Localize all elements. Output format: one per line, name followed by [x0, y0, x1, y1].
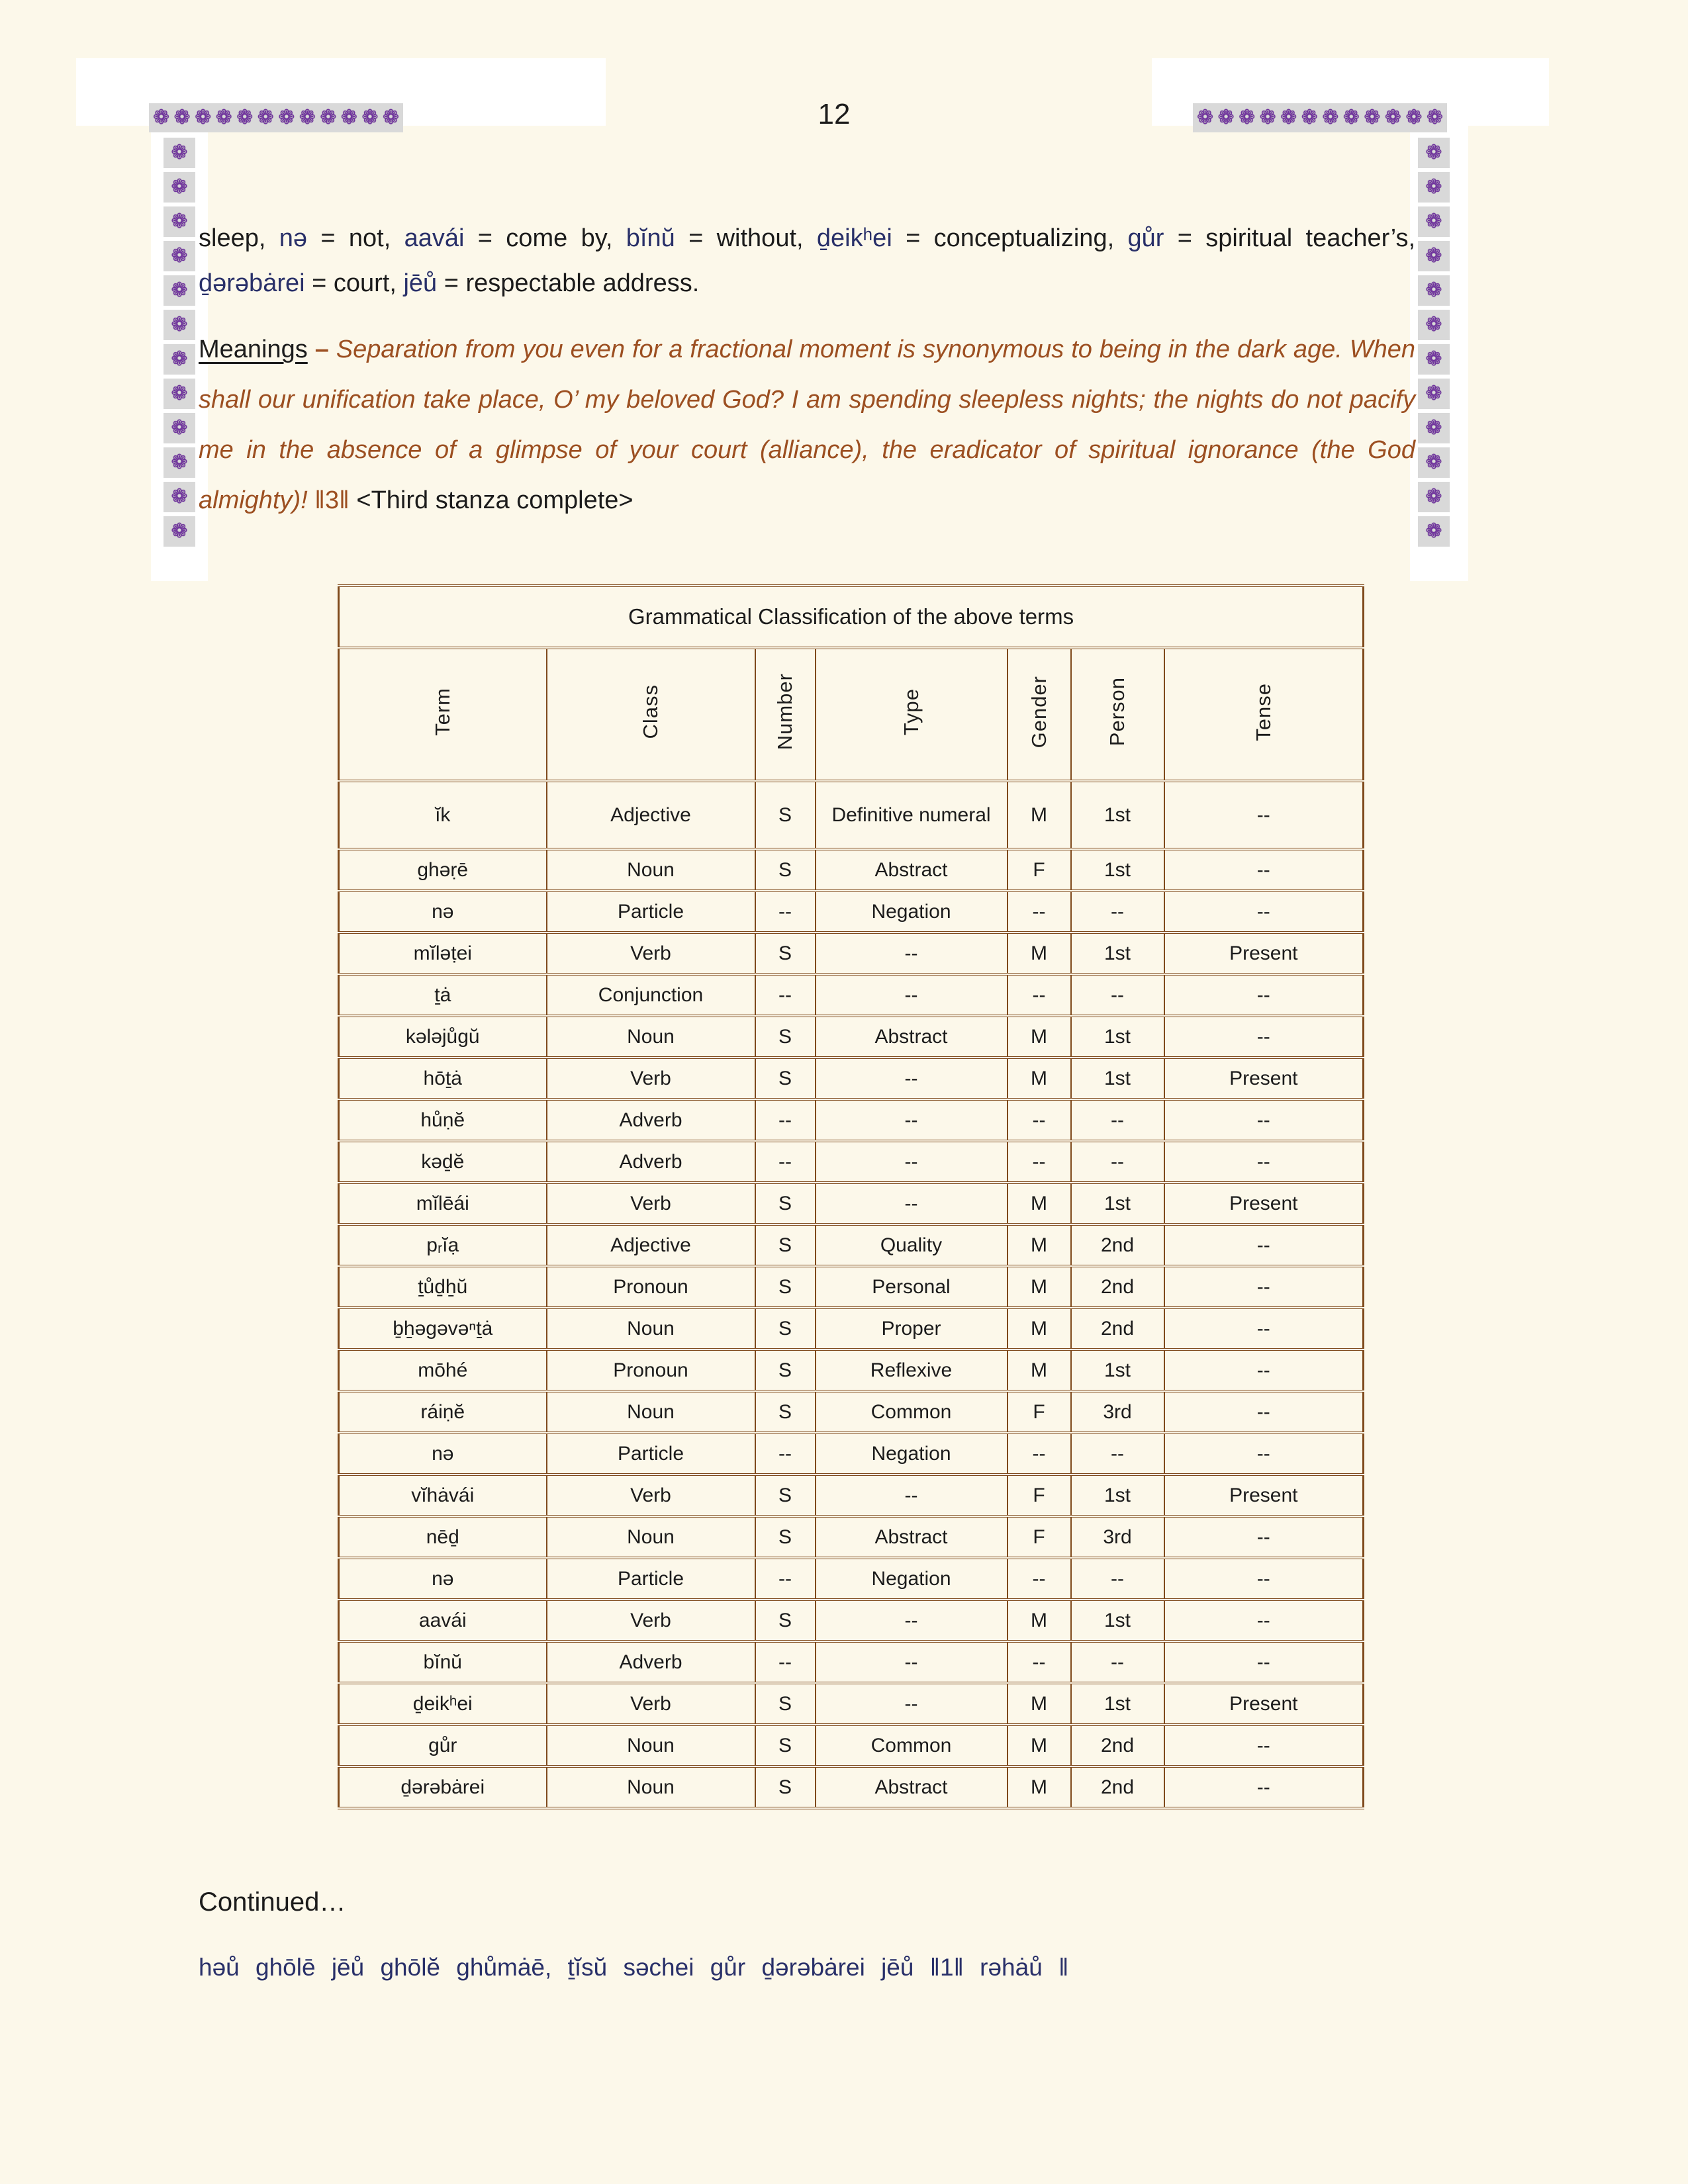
cell-class: Noun	[547, 1391, 755, 1433]
cell-tense: --	[1164, 1558, 1364, 1600]
cell-term: ĭk	[339, 781, 547, 849]
stanza-number-mark: ‖3‖	[314, 486, 357, 514]
flower-border-left	[164, 138, 195, 547]
table-row	[339, 1058, 1364, 1099]
cell-term: kəḏĕ	[339, 1141, 547, 1183]
flower-icon: ❁	[164, 344, 195, 375]
cell-person: --	[1071, 1099, 1164, 1141]
cell-gender: --	[1008, 974, 1071, 1016]
cell-gender: M	[1008, 1058, 1071, 1099]
cell-type: Proper	[816, 1308, 1008, 1349]
cell-number: --	[755, 1558, 816, 1600]
flower-icon: ❁	[164, 206, 195, 237]
cell-tense: Present	[1164, 933, 1364, 974]
cell-class: Pronoun	[547, 1266, 755, 1308]
cell-type: Quality	[816, 1224, 1008, 1266]
column-header-class: Class	[547, 648, 755, 781]
table-row	[339, 1308, 1364, 1349]
cell-person: 1st	[1071, 1683, 1164, 1725]
cell-class: Pronoun	[547, 1349, 755, 1391]
flower-icon: ❁	[257, 107, 274, 128]
cell-class: Adjective	[547, 1224, 755, 1266]
flower-icon: ❁	[1197, 107, 1214, 128]
cell-term: ḇẖəgəvəⁿṯȧ	[339, 1308, 547, 1349]
transliterated-term: ḏərəbȧrei	[199, 269, 305, 297]
cell-tense: --	[1164, 1266, 1364, 1308]
flower-icon: ❁	[1259, 107, 1276, 128]
flower-icon: ❁	[164, 516, 195, 547]
glossary-paragraph	[199, 216, 1415, 306]
cell-term: ḏeikʰei	[339, 1683, 547, 1725]
table-row	[339, 1558, 1364, 1600]
cell-term: mĭlēái	[339, 1183, 547, 1224]
cell-term: ghəṛē	[339, 849, 547, 891]
cell-gender: M	[1008, 1349, 1071, 1391]
cell-type: Common	[816, 1725, 1008, 1766]
cell-type: --	[816, 1058, 1008, 1099]
cell-gender: --	[1008, 1433, 1071, 1475]
flower-icon: ❁	[299, 107, 316, 128]
cell-tense: --	[1164, 1600, 1364, 1641]
cell-number: --	[755, 1141, 816, 1183]
flower-icon: ❁	[1217, 107, 1235, 128]
cell-tense: Present	[1164, 1058, 1364, 1099]
cell-term: nə	[339, 1433, 547, 1475]
cell-person: 2nd	[1071, 1766, 1164, 1808]
glossary-text: = court,	[305, 269, 404, 297]
flower-icon: ❁	[164, 413, 195, 443]
flower-icon: ❁	[164, 241, 195, 271]
cell-person: --	[1071, 891, 1164, 933]
column-header-number: Number	[755, 648, 816, 781]
cell-type: Definitive numeral	[816, 781, 1008, 849]
table-row	[339, 974, 1364, 1016]
table-row	[339, 781, 1364, 849]
cell-term: mĭləṭei	[339, 933, 547, 974]
cell-number: --	[755, 891, 816, 933]
flower-icon: ❁	[153, 107, 170, 128]
cell-type: --	[816, 1183, 1008, 1224]
cell-type: --	[816, 1099, 1008, 1141]
cell-person: 1st	[1071, 1058, 1164, 1099]
cell-person: --	[1071, 1433, 1164, 1475]
column-header-person: Person	[1071, 648, 1164, 781]
cell-tense: --	[1164, 891, 1364, 933]
cell-tense: --	[1164, 1516, 1364, 1558]
flower-icon: ❁	[1322, 107, 1339, 128]
flower-icon: ❁	[340, 107, 357, 128]
cell-number: --	[755, 1433, 816, 1475]
cell-class: Verb	[547, 1600, 755, 1641]
cell-number: S	[755, 933, 816, 974]
table-row	[339, 1600, 1364, 1641]
cell-tense: --	[1164, 1224, 1364, 1266]
flower-icon: ❁	[1301, 107, 1318, 128]
glossary-text: sleep,	[199, 224, 279, 252]
cell-term: hōṯȧ	[339, 1058, 547, 1099]
cell-number: S	[755, 1516, 816, 1558]
cell-number: S	[755, 1266, 816, 1308]
meanings-translation-text: Separation from you even for a fractional moment is synonymous to being in the dark age. When shall our unification take place, O’ my beloved God? I am spending sleepless nights; the nights do not pacify me in the absence of a glimpse of your court (alliance), the eradicator of spiritual ignorance (the God almighty)!	[199, 336, 1415, 514]
table-row	[339, 1141, 1364, 1183]
cell-number: S	[755, 1391, 816, 1433]
table-row	[339, 1391, 1364, 1433]
cell-type: --	[816, 1475, 1008, 1516]
cell-person: 2nd	[1071, 1266, 1164, 1308]
cell-tense: Present	[1164, 1183, 1364, 1224]
meanings-label: Meanings	[199, 336, 308, 363]
flower-icon: ❁	[1418, 447, 1450, 478]
cell-type: Abstract	[816, 849, 1008, 891]
cell-class: Verb	[547, 1475, 755, 1516]
glossary-text: = conceptualizing,	[892, 224, 1128, 252]
cell-type: --	[816, 933, 1008, 974]
flower-icon: ❁	[1418, 206, 1450, 237]
table-title: Grammatical Classification of the above terms	[339, 586, 1364, 648]
cell-term: ṯůḏẖŭ	[339, 1266, 547, 1308]
flower-icon: ❁	[1426, 107, 1443, 128]
cell-type: --	[816, 1641, 1008, 1683]
cell-tense: Present	[1164, 1683, 1364, 1725]
cell-person: --	[1071, 1558, 1164, 1600]
flower-icon: ❁	[1418, 516, 1450, 547]
cell-tense: --	[1164, 1391, 1364, 1433]
cell-number: S	[755, 781, 816, 849]
flower-icon: ❁	[164, 172, 195, 203]
cell-term: kələjůgŭ	[339, 1016, 547, 1058]
flower-icon: ❁	[1418, 138, 1450, 168]
cell-tense: --	[1164, 1349, 1364, 1391]
flower-icon: ❁	[382, 107, 399, 128]
transliterated-term: gůr	[1127, 224, 1164, 252]
cell-gender: F	[1008, 1516, 1071, 1558]
cell-term: hůṇĕ	[339, 1099, 547, 1141]
cell-class: Verb	[547, 1183, 755, 1224]
cell-gender: F	[1008, 1475, 1071, 1516]
cell-type: Negation	[816, 1433, 1008, 1475]
cell-tense: Present	[1164, 1475, 1364, 1516]
table-row	[339, 849, 1364, 891]
flower-icon: ❁	[1418, 413, 1450, 443]
flower-icon: ❁	[1418, 241, 1450, 271]
cell-type: --	[816, 1683, 1008, 1725]
flower-icon: ❁	[236, 107, 254, 128]
cell-person: 1st	[1071, 1183, 1164, 1224]
flower-icon: ❁	[1364, 107, 1381, 128]
flower-icon: ❁	[1280, 107, 1297, 128]
cell-number: S	[755, 1308, 816, 1349]
cell-tense: --	[1164, 1725, 1364, 1766]
column-header-tense: Tense	[1164, 648, 1364, 781]
glossary-text: = spiritual teacher’s,	[1164, 224, 1416, 252]
table-row	[339, 1433, 1364, 1475]
table-row	[339, 1475, 1364, 1516]
cell-gender: --	[1008, 1141, 1071, 1183]
flower-icon: ❁	[1342, 107, 1360, 128]
cell-gender: F	[1008, 1391, 1071, 1433]
cell-gender: M	[1008, 1016, 1071, 1058]
cell-tense: --	[1164, 849, 1364, 891]
cell-person: 3rd	[1071, 1391, 1164, 1433]
table-row	[339, 1099, 1364, 1141]
grammar-classification-table	[338, 584, 1364, 1809]
flower-icon: ❁	[195, 107, 212, 128]
cell-type: Abstract	[816, 1766, 1008, 1808]
cell-class: Verb	[547, 1683, 755, 1725]
flower-icon: ❁	[164, 138, 195, 168]
flower-icon: ❁	[1239, 107, 1256, 128]
cell-gender: --	[1008, 1558, 1071, 1600]
cell-class: Verb	[547, 933, 755, 974]
table-row	[339, 1266, 1364, 1308]
flower-icon: ❁	[1384, 107, 1401, 128]
cell-tense: --	[1164, 781, 1364, 849]
flower-icon: ❁	[1405, 107, 1423, 128]
cell-class: Noun	[547, 1516, 755, 1558]
flower-icon: ❁	[173, 107, 191, 128]
cell-type: Negation	[816, 891, 1008, 933]
cell-gender: --	[1008, 1641, 1071, 1683]
cell-person: 1st	[1071, 781, 1164, 849]
glossary-text: = without,	[675, 224, 817, 252]
flower-icon: ❁	[1418, 344, 1450, 375]
cell-gender: M	[1008, 1725, 1071, 1766]
cell-person: --	[1071, 1141, 1164, 1183]
flower-icon: ❁	[164, 379, 195, 409]
cell-person: 2nd	[1071, 1224, 1164, 1266]
cell-number: S	[755, 1475, 816, 1516]
table-row	[339, 1183, 1364, 1224]
cell-term: nə	[339, 1558, 547, 1600]
table-row	[339, 1683, 1364, 1725]
glossary-text: = come by,	[464, 224, 626, 252]
flower-icon: ❁	[1418, 172, 1450, 203]
transliterated-term: jēů	[403, 269, 438, 297]
cell-class: Particle	[547, 891, 755, 933]
transliterated-term: nə	[279, 224, 308, 252]
flower-border-top-left	[149, 103, 403, 132]
column-header-gender: Gender	[1008, 648, 1071, 781]
cell-tense: --	[1164, 1016, 1364, 1058]
column-header-term: Term	[339, 648, 547, 781]
cell-number: S	[755, 1349, 816, 1391]
cell-gender: M	[1008, 1600, 1071, 1641]
glossary-text: = respectable address.	[437, 269, 700, 297]
cell-person: --	[1071, 1641, 1164, 1683]
cell-number: S	[755, 1016, 816, 1058]
cell-gender: M	[1008, 1224, 1071, 1266]
cell-person: 1st	[1071, 1475, 1164, 1516]
cell-class: Noun	[547, 1308, 755, 1349]
cell-number: S	[755, 1600, 816, 1641]
flower-icon: ❁	[1418, 275, 1450, 306]
cell-tense: --	[1164, 1641, 1364, 1683]
cell-number: --	[755, 974, 816, 1016]
table-row	[339, 1349, 1364, 1391]
cell-gender: F	[1008, 849, 1071, 891]
table-row	[339, 1516, 1364, 1558]
cell-person: 1st	[1071, 933, 1164, 974]
cell-number: --	[755, 1099, 816, 1141]
cell-term: vĭhȧvái	[339, 1475, 547, 1516]
cell-type: --	[816, 974, 1008, 1016]
flower-icon: ❁	[1418, 482, 1450, 512]
cell-number: S	[755, 1766, 816, 1808]
cell-term: gůr	[339, 1725, 547, 1766]
cell-tense: --	[1164, 974, 1364, 1016]
cell-class: Adjective	[547, 781, 755, 849]
table-row	[339, 1766, 1364, 1808]
cell-number: S	[755, 1058, 816, 1099]
cell-gender: M	[1008, 1766, 1071, 1808]
cell-term: nēḏ	[339, 1516, 547, 1558]
cell-class: Adverb	[547, 1141, 755, 1183]
transliterated-term: bĭnŭ	[626, 224, 675, 252]
continued-text: Continued…	[199, 1888, 346, 1917]
glossary-text: = not,	[307, 224, 404, 252]
cell-tense: --	[1164, 1308, 1364, 1349]
cell-term: ḏərəbȧrei	[339, 1766, 547, 1808]
table-title-row	[339, 586, 1364, 648]
cell-class: Verb	[547, 1058, 755, 1099]
cell-gender: M	[1008, 1683, 1071, 1725]
table-row	[339, 891, 1364, 933]
table-row	[339, 1725, 1364, 1766]
cell-tense: --	[1164, 1141, 1364, 1183]
flower-icon: ❁	[1418, 310, 1450, 340]
cell-person: 3rd	[1071, 1516, 1164, 1558]
cell-type: --	[816, 1600, 1008, 1641]
table-header-row	[339, 648, 1364, 781]
stanza-complete-note: <Third stanza complete>	[356, 486, 633, 514]
cell-class: Noun	[547, 1725, 755, 1766]
cell-type: --	[816, 1141, 1008, 1183]
cell-class: Adverb	[547, 1099, 755, 1141]
cell-term: aavái	[339, 1600, 547, 1641]
cell-gender: M	[1008, 1183, 1071, 1224]
cell-class: Conjunction	[547, 974, 755, 1016]
flower-icon: ❁	[164, 447, 195, 478]
cell-tense: --	[1164, 1099, 1364, 1141]
cell-person: 2nd	[1071, 1308, 1164, 1349]
cell-tense: --	[1164, 1766, 1364, 1808]
meanings-paragraph	[199, 324, 1415, 525]
cell-number: S	[755, 1725, 816, 1766]
cell-class: Noun	[547, 1766, 755, 1808]
cell-class: Particle	[547, 1558, 755, 1600]
flower-icon: ❁	[164, 310, 195, 340]
cell-type: Abstract	[816, 1016, 1008, 1058]
transliterated-term: aavái	[404, 224, 465, 252]
table-row	[339, 933, 1364, 974]
cell-gender: M	[1008, 781, 1071, 849]
meanings-dash: –	[307, 336, 336, 363]
cell-type: Common	[816, 1391, 1008, 1433]
page-number: 12	[818, 98, 851, 130]
flower-border-top-right	[1193, 103, 1447, 132]
cell-class: Noun	[547, 849, 755, 891]
cell-gender: M	[1008, 1266, 1071, 1308]
cell-number: S	[755, 849, 816, 891]
cell-type: Personal	[816, 1266, 1008, 1308]
cell-type: Abstract	[816, 1516, 1008, 1558]
cell-person: 2nd	[1071, 1725, 1164, 1766]
cell-person: 1st	[1071, 849, 1164, 891]
table-row	[339, 1016, 1364, 1058]
flower-border-right	[1418, 138, 1450, 547]
cell-gender: --	[1008, 891, 1071, 933]
cell-person: 1st	[1071, 1349, 1164, 1391]
cell-gender: M	[1008, 1308, 1071, 1349]
footer-transliteration-line: həů ghōlē jēů ghōlĕ ghůmȧē, ṯĭsŭ səchei gůr ḏərəbȧrei jēů ‖1‖ rəhȧů ‖	[199, 1954, 1069, 1981]
flower-icon: ❁	[320, 107, 337, 128]
transliterated-term: ḏeikʰei	[816, 224, 892, 252]
table-row	[339, 1641, 1364, 1683]
cell-term: bĭnŭ	[339, 1641, 547, 1683]
cell-term: ṯȧ	[339, 974, 547, 1016]
cell-gender: --	[1008, 1099, 1071, 1141]
flower-icon: ❁	[164, 482, 195, 512]
flower-icon: ❁	[164, 275, 195, 306]
cell-gender: M	[1008, 933, 1071, 974]
flower-icon: ❁	[278, 107, 295, 128]
cell-class: Adverb	[547, 1641, 755, 1683]
cell-term: pᵣĭạ	[339, 1224, 547, 1266]
flower-icon: ❁	[361, 107, 379, 128]
cell-tense: --	[1164, 1433, 1364, 1475]
cell-type: Negation	[816, 1558, 1008, 1600]
flower-icon: ❁	[1418, 379, 1450, 409]
cell-type: Reflexive	[816, 1349, 1008, 1391]
cell-term: ráiṇĕ	[339, 1391, 547, 1433]
cell-number: S	[755, 1683, 816, 1725]
cell-class: Noun	[547, 1016, 755, 1058]
column-header-type: Type	[816, 648, 1008, 781]
cell-number: S	[755, 1183, 816, 1224]
cell-term: mōhé	[339, 1349, 547, 1391]
table-row	[339, 1224, 1364, 1266]
cell-number: S	[755, 1224, 816, 1266]
flower-icon: ❁	[215, 107, 232, 128]
cell-term: nə	[339, 891, 547, 933]
cell-person: 1st	[1071, 1600, 1164, 1641]
cell-class: Particle	[547, 1433, 755, 1475]
cell-number: --	[755, 1641, 816, 1683]
cell-person: --	[1071, 974, 1164, 1016]
cell-person: 1st	[1071, 1016, 1164, 1058]
